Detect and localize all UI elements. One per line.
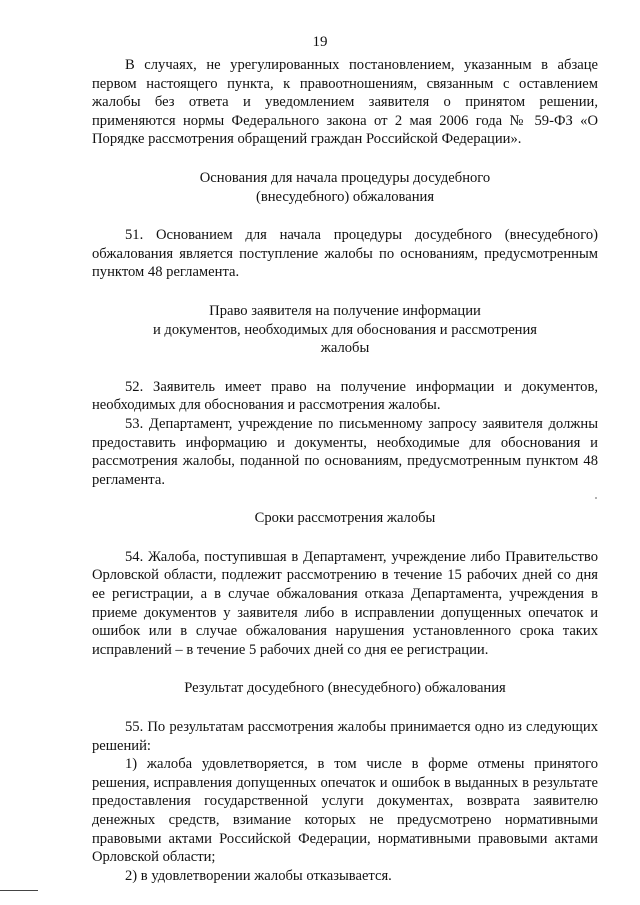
heading-pravo-line-3: жалобы bbox=[320, 340, 370, 357]
paragraph-53: 53. Департамент, учреждение по письменному запросу заявителя должны предоставить информацию и документы, необходимые для обоснования и рассмотрения жалобы, поданной по основаниям, предусмотренным пунктом 48 регламента. bbox=[92, 415, 598, 488]
paragraph-55-item-1: 1) жалоба удовлетворяется, в том числе в форме отмены принятого решения, исправления допущенных опечаток и ошибок в выданных в результате предоставления государственной услуги документах, возврата заявителю денежных средств, взимание которых не предусмотрено нормативными правовыми актами Российской Федерации, нормативными правовыми актами Орловской области; bbox=[92, 756, 598, 866]
scan-speck bbox=[595, 497, 597, 499]
heading-osnovaniya-line-1: Основания для начала процедуры досудебного bbox=[199, 169, 491, 186]
heading-sroki: Сроки рассмотрения жалобы bbox=[254, 510, 436, 527]
document-body bbox=[92, 56, 598, 885]
paragraph-51: 51. Основанием для начала процедуры досудебного (внесудебного) обжалования является поступление жалобы по основаниям, предусмотренным пунктом 48 регламента. bbox=[92, 227, 598, 281]
heading-pravo-line-1: Право заявителя на получение информации bbox=[209, 302, 481, 319]
paragraph-52: 52. Заявитель имеет право на получение информации и документов, необходимых для обоснования и рассмотрения жалобы. bbox=[92, 378, 598, 414]
paragraph-54: 54. Жалоба, поступившая в Департамент, учреждение либо Правительство Орловской области, подлежит рассмотрению в течение 15 рабочих дней со дня ее регистрации, а в случае обжалования отказа Департамента, учреждения в приеме документов у заявителя либо в исправлении допущенных опечаток и ошибок или в случае обжалования нарушения установленного срока таких исправлений – в течение 5 рабочих дней со дня ее регистрации. bbox=[92, 548, 598, 658]
heading-rezultat: Результат досудебного (внесудебного) обжалования bbox=[184, 680, 506, 697]
page-number: 19 bbox=[312, 34, 328, 50]
heading-pravo-line-2: и документов, необходимых для обоснования и рассмотрения bbox=[152, 321, 538, 338]
paragraph-55: 55. По результатам рассмотрения жалобы принимается одно из следующих решений: bbox=[92, 719, 598, 754]
heading-osnovaniya-line-2: (внесудебного) обжалования bbox=[255, 188, 435, 205]
paragraph-intro: В случаях, не урегулированных постановлением, указанным в абзаце первом настоящего пункта, к правоотношениям, связанным с оставлением жалобы без ответа и уведомлением заявителя о принятом решении, применяются нормы Федерального закона от 2 мая 2006 года № 59-ФЗ «О Порядке рассмотрения обращений граждан Российской Федерации». bbox=[92, 57, 598, 148]
paragraph-55-item-2: 2) в удовлетворении жалобы отказывается. bbox=[125, 867, 392, 884]
footer-rule bbox=[0, 890, 38, 891]
